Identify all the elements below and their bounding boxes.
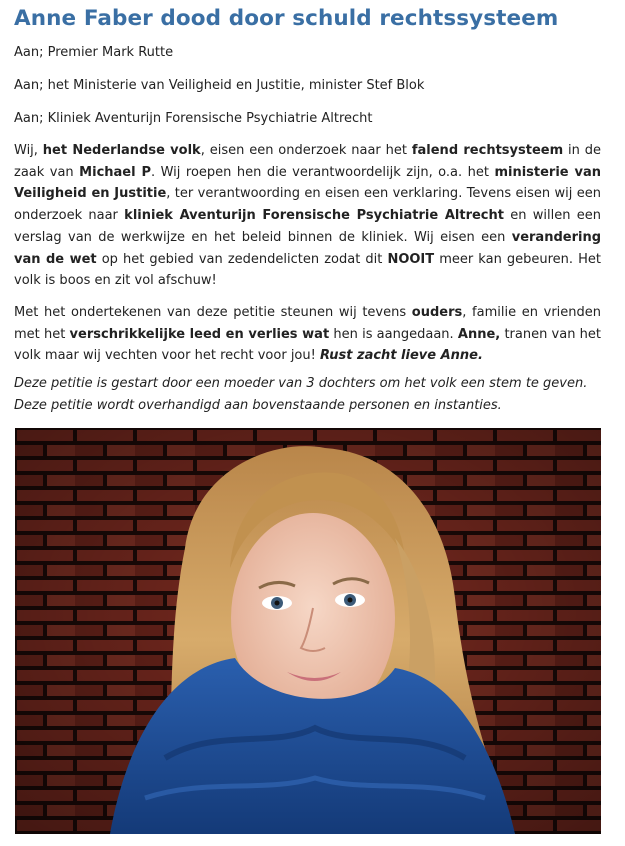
addressee-3: Aan; Kliniek Aventurijn Forensische Psychiatrie Altrecht <box>14 111 373 126</box>
emphasis-text: kliniek Aventurijn Forensische Psychiatrie Altrecht <box>124 208 504 224</box>
emphasis-text: NOOIT <box>387 251 435 267</box>
emphasis-text: Anne, <box>457 326 501 342</box>
paragraph-text <box>14 302 601 367</box>
body-text: , familie en vrienden met het <box>14 305 601 342</box>
body-text: . Wij roepen hen die verantwoordelijk zijn, o.a. het <box>150 164 495 180</box>
emphasis-text: falend rechtsysteem <box>411 143 564 158</box>
petition-paragraph-demands <box>14 140 601 292</box>
emphasis-text: ministerie van Veiligheid en Justitie <box>14 164 602 202</box>
body-text: , eisen een onderzoek naar het <box>200 143 412 158</box>
petition-paragraph-support <box>14 302 601 367</box>
emphasis-text: Rust zacht lieve Anne. <box>319 348 483 364</box>
portrait-image <box>15 428 601 834</box>
body-text: Wij, <box>14 143 43 158</box>
emphasis-text: Michael P <box>79 164 151 180</box>
body-text: op het gebied van zedendelicten zodat dit <box>96 251 388 267</box>
emphasis-text: verandering van de wet <box>14 229 601 267</box>
origin-line-2: Deze petitie wordt overhandigd aan bovenstaande personen en instanties. <box>14 397 502 413</box>
body-text: hen is aangedaan. <box>329 326 458 342</box>
petition-paragraph-origin <box>14 373 601 416</box>
body-text: en willen een verslag van de werkwijze en het beleid binnen de kliniek. Wij eisen een <box>14 208 602 245</box>
body-text: meer kan gebeuren. Het volk is boos en zit vol afschuw! <box>14 251 602 289</box>
emphasis-text: verschrikkelijke leed en verlies wat <box>69 326 330 342</box>
emphasis-text: het Nederlandse volk <box>42 143 201 158</box>
origin-line-1: Deze petitie is gestart door een moeder van 3 dochters om het volk een stem te geven. <box>14 376 588 391</box>
addressee-2: Aan; het Ministerie van Veiligheid en Justitie, minister Stef Blok <box>14 78 425 93</box>
addressee-1: Aan; Premier Mark Rutte <box>14 45 174 60</box>
emphasis-text: ouders <box>411 305 463 320</box>
body-text: tranen van het volk maar wij vechten voor het recht voor jou! <box>14 326 602 364</box>
body-text: Met het ondertekenen van deze petitie steunen wij tevens <box>14 305 412 320</box>
portrait-photo <box>15 428 601 834</box>
body-text: , ter verantwoording en eisen een verklaring. Tevens eisen wij een onderzoek naar <box>14 186 601 224</box>
body-text: in de zaak van <box>14 143 601 180</box>
paragraph-text <box>14 140 601 292</box>
page-title: Anne Faber dood door schuld rechtssysteem <box>14 6 559 31</box>
